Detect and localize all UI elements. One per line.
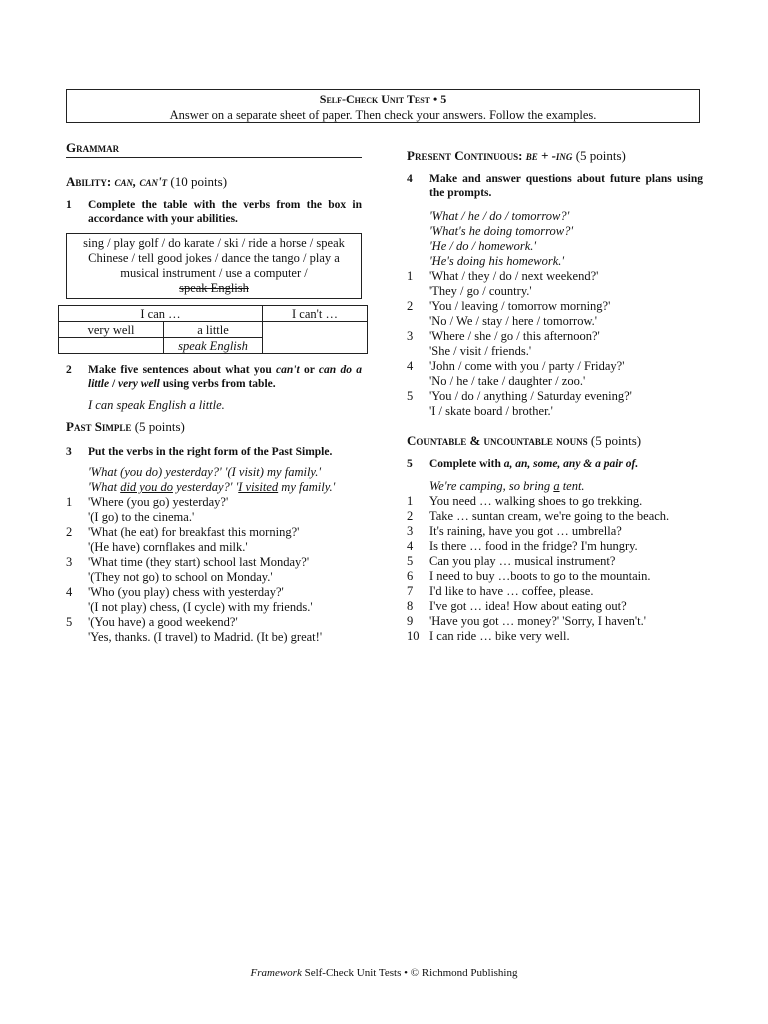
item-text <box>88 495 362 525</box>
task4-example-line: 'What / he / do / tomorrow?' <box>429 209 570 223</box>
item-question: 'Who (you play) chess with yesterday?' <box>88 585 284 599</box>
past-items-list <box>66 495 362 645</box>
ex2-d: I visited <box>238 480 279 494</box>
item-number: 5 <box>407 389 414 403</box>
task4-example-line: 'He / do / homework.' <box>429 239 537 253</box>
table-cell-cant <box>263 322 368 354</box>
item-text: Can you play … musical instrument? <box>429 554 616 568</box>
item-text: I've got … idea! How about eating out? <box>429 599 627 613</box>
task-2 <box>66 363 362 391</box>
item-text <box>88 615 362 645</box>
list-item <box>66 555 362 585</box>
item-text <box>88 525 362 555</box>
list-item <box>407 554 703 569</box>
task2-post: using verbs from table. <box>159 378 276 390</box>
present-continuous-heading <box>407 148 703 164</box>
item-number: 5 <box>66 615 73 629</box>
task2-example: I can speak English a little. <box>88 398 225 412</box>
table-header-i-cant: I can't … <box>263 306 368 322</box>
item-text: Take … suntan cream, we're going to the beach. <box>429 509 670 523</box>
page-title: Self-Check Unit Test • 5 <box>319 92 447 106</box>
task3-example-line2 <box>88 480 362 495</box>
list-item <box>407 359 703 389</box>
right-column <box>407 148 703 644</box>
task4-example <box>429 209 703 269</box>
list-item <box>407 569 703 584</box>
task2-very-well: very well <box>118 378 160 390</box>
item-question: 'John / come with you / party / Friday?' <box>429 359 625 373</box>
verb-box-text: sing / play golf / do karate / ski / ride a horse / speak Chinese / tell good jokes / dance the tango / play a musical instrument / use a computer / <box>83 236 345 280</box>
task-text <box>429 457 703 471</box>
item-number: 3 <box>407 524 414 538</box>
task-text: Complete the table with the verbs from the box in accordance with your abilities. <box>88 199 362 225</box>
item-number: 1 <box>66 495 73 509</box>
task-number: 4 <box>407 173 413 185</box>
item-text <box>429 359 703 389</box>
list-item <box>407 614 703 629</box>
ex2-c: yesterday?' ' <box>172 480 239 494</box>
list-item <box>66 525 362 555</box>
countable-items-list <box>407 494 703 644</box>
list-item <box>407 524 703 539</box>
item-answer: 'She / visit / friends.' <box>429 344 532 358</box>
item-text: You need … walking shoes to go trekking. <box>429 494 643 508</box>
ability-points: (10 points) <box>167 174 228 189</box>
list-item <box>407 494 703 509</box>
item-text <box>429 269 703 299</box>
list-item <box>407 539 703 554</box>
present-points: (5 points) <box>572 148 626 163</box>
item-number: 9 <box>407 614 414 628</box>
item-text: I can ride … bike very well. <box>429 629 570 643</box>
task3-example-line1: 'What (you do) yesterday?' '(I visit) my family.' <box>88 465 322 479</box>
list-item <box>407 299 703 329</box>
list-item <box>66 585 362 615</box>
task2-can: can do a little <box>88 364 362 390</box>
list-item <box>66 615 362 645</box>
countable-heading <box>407 433 703 449</box>
list-item <box>407 329 703 359</box>
item-text <box>429 329 703 359</box>
present-heading-text: Present Continuous: <box>407 148 526 163</box>
item-number: 4 <box>407 539 414 553</box>
table-header-i-can: I can … <box>59 306 263 322</box>
item-text: Is there … food in the fridge? I'm hungry. <box>429 539 638 553</box>
item-answer: 'They / go / country.' <box>429 284 532 298</box>
ability-heading-italic: can, can't <box>114 174 168 189</box>
item-answer: '(I not play) chess, (I cycle) with my friends.' <box>88 600 313 614</box>
footer-italic: Framework <box>250 967 302 979</box>
ex5-c: tent. <box>559 479 585 493</box>
countable-heading-text: Countable & uncountable nouns <box>407 433 588 448</box>
table-header-very-well: very well <box>59 322 164 338</box>
header-box <box>66 89 700 123</box>
task2-pre: Make five sentences about what you <box>88 364 277 376</box>
list-item <box>407 269 703 299</box>
task2-cant: can't <box>276 364 300 376</box>
item-number: 3 <box>66 555 73 569</box>
ability-heading <box>66 174 362 190</box>
ex5-a: We're camping, so bring <box>429 479 554 493</box>
item-question: 'You / do / anything / Saturday evening?' <box>429 389 632 403</box>
footer <box>0 967 768 979</box>
list-item <box>66 495 362 525</box>
item-number: 2 <box>407 509 414 523</box>
item-number: 2 <box>407 299 414 313</box>
task-number: 5 <box>407 458 413 470</box>
list-item <box>407 599 703 614</box>
grammar-heading: Grammar <box>66 140 362 158</box>
countable-points: (5 points) <box>587 433 642 448</box>
table-cell-very-well <box>59 338 164 354</box>
task-5 <box>407 457 703 471</box>
left-column <box>66 140 362 645</box>
item-answer: 'No / We / stay / here / tomorrow.' <box>429 314 598 328</box>
table-header-a-little: a little <box>164 322 263 338</box>
item-answer: '(They not go) to school on Monday.' <box>88 570 273 584</box>
past-simple-heading <box>66 419 362 435</box>
task-number: 3 <box>66 446 72 458</box>
item-question: 'What time (they start) school last Monday?' <box>88 555 310 569</box>
item-answer: '(I go) to the cinema.' <box>88 510 195 524</box>
footer-text: Self-Check Unit Tests • © Richmond Publishing <box>301 967 518 979</box>
item-question: '(You have) a good weekend?' <box>88 615 238 629</box>
task-text <box>88 363 362 391</box>
task5-pre: Complete with <box>429 458 504 470</box>
task-4 <box>407 172 703 200</box>
list-item <box>407 584 703 599</box>
item-number: 10 <box>407 629 420 643</box>
task2-sep: / <box>109 378 119 390</box>
item-number: 7 <box>407 584 414 598</box>
item-question: 'What (he eat) for breakfast this morning?' <box>88 525 300 539</box>
verb-box <box>66 233 362 299</box>
task5-words: a, an, some, any & a pair of. <box>503 458 639 470</box>
ex2-a: 'What <box>88 480 121 494</box>
list-item <box>407 509 703 524</box>
item-number: 8 <box>407 599 414 613</box>
instructions: Answer on a separate sheet of paper. Then check your answers. Follow the examples. <box>169 108 597 122</box>
item-question: 'Where / she / go / this afternoon?' <box>429 329 600 343</box>
item-number: 5 <box>407 554 414 568</box>
item-number: 4 <box>66 585 73 599</box>
ex5-b: a <box>553 479 560 493</box>
item-answer: 'No / he / take / daughter / zoo.' <box>429 374 586 388</box>
item-text: 'Have you got … money?' 'Sorry, I haven't.' <box>429 614 646 628</box>
task-3 <box>66 445 362 459</box>
table-cell-example: speak English <box>164 338 263 354</box>
ex2-b: did you do <box>120 480 173 494</box>
list-item <box>407 389 703 419</box>
verb-box-struck: speak English <box>179 281 249 295</box>
item-question: 'You / leaving / tomorrow morning?' <box>429 299 611 313</box>
item-number: 1 <box>407 494 414 508</box>
task5-example <box>429 479 703 494</box>
present-heading-italic: be + -ing <box>525 148 573 163</box>
item-question: 'Where (you go) yesterday?' <box>88 495 229 509</box>
list-item <box>407 629 703 644</box>
task4-example-line: 'He's doing his homework.' <box>429 254 565 268</box>
item-answer: '(He have) cornflakes and milk.' <box>88 540 248 554</box>
task4-example-line: 'What's he doing tomorrow?' <box>429 224 574 238</box>
past-heading-text: Past Simple <box>66 419 132 434</box>
item-number: 2 <box>66 525 73 539</box>
item-answer: 'I / skate board / brother.' <box>429 404 553 418</box>
task-text: Make and answer questions about future plans using the prompts. <box>429 173 703 199</box>
item-text: It's raining, have you got … umbrella? <box>429 524 622 538</box>
ex2-e: my family.' <box>278 480 336 494</box>
ability-heading-text: Ability: <box>66 174 115 189</box>
item-number: 1 <box>407 269 414 283</box>
item-number: 4 <box>407 359 414 373</box>
item-text: I'd like to have … coffee, please. <box>429 584 594 598</box>
past-points: (5 points) <box>131 419 185 434</box>
item-text <box>88 585 362 615</box>
item-number: 3 <box>407 329 414 343</box>
item-text <box>429 389 703 419</box>
ability-table <box>58 305 368 354</box>
task-number: 1 <box>66 199 72 211</box>
task3-example <box>88 465 362 495</box>
present-items-list <box>407 269 703 419</box>
item-number: 6 <box>407 569 414 583</box>
item-answer: 'Yes, thanks. (I travel) to Madrid. (It be) great!' <box>88 630 323 644</box>
item-text <box>429 299 703 329</box>
task-number: 2 <box>66 364 72 376</box>
task-1 <box>66 198 362 226</box>
item-question: 'What / they / do / next weekend?' <box>429 269 599 283</box>
item-text: I need to buy …boots to go to the mountain. <box>429 569 651 583</box>
task-text: Put the verbs in the right form of the Past Simple. <box>88 446 333 458</box>
task2-mid: or <box>299 364 319 376</box>
item-text <box>88 555 362 585</box>
